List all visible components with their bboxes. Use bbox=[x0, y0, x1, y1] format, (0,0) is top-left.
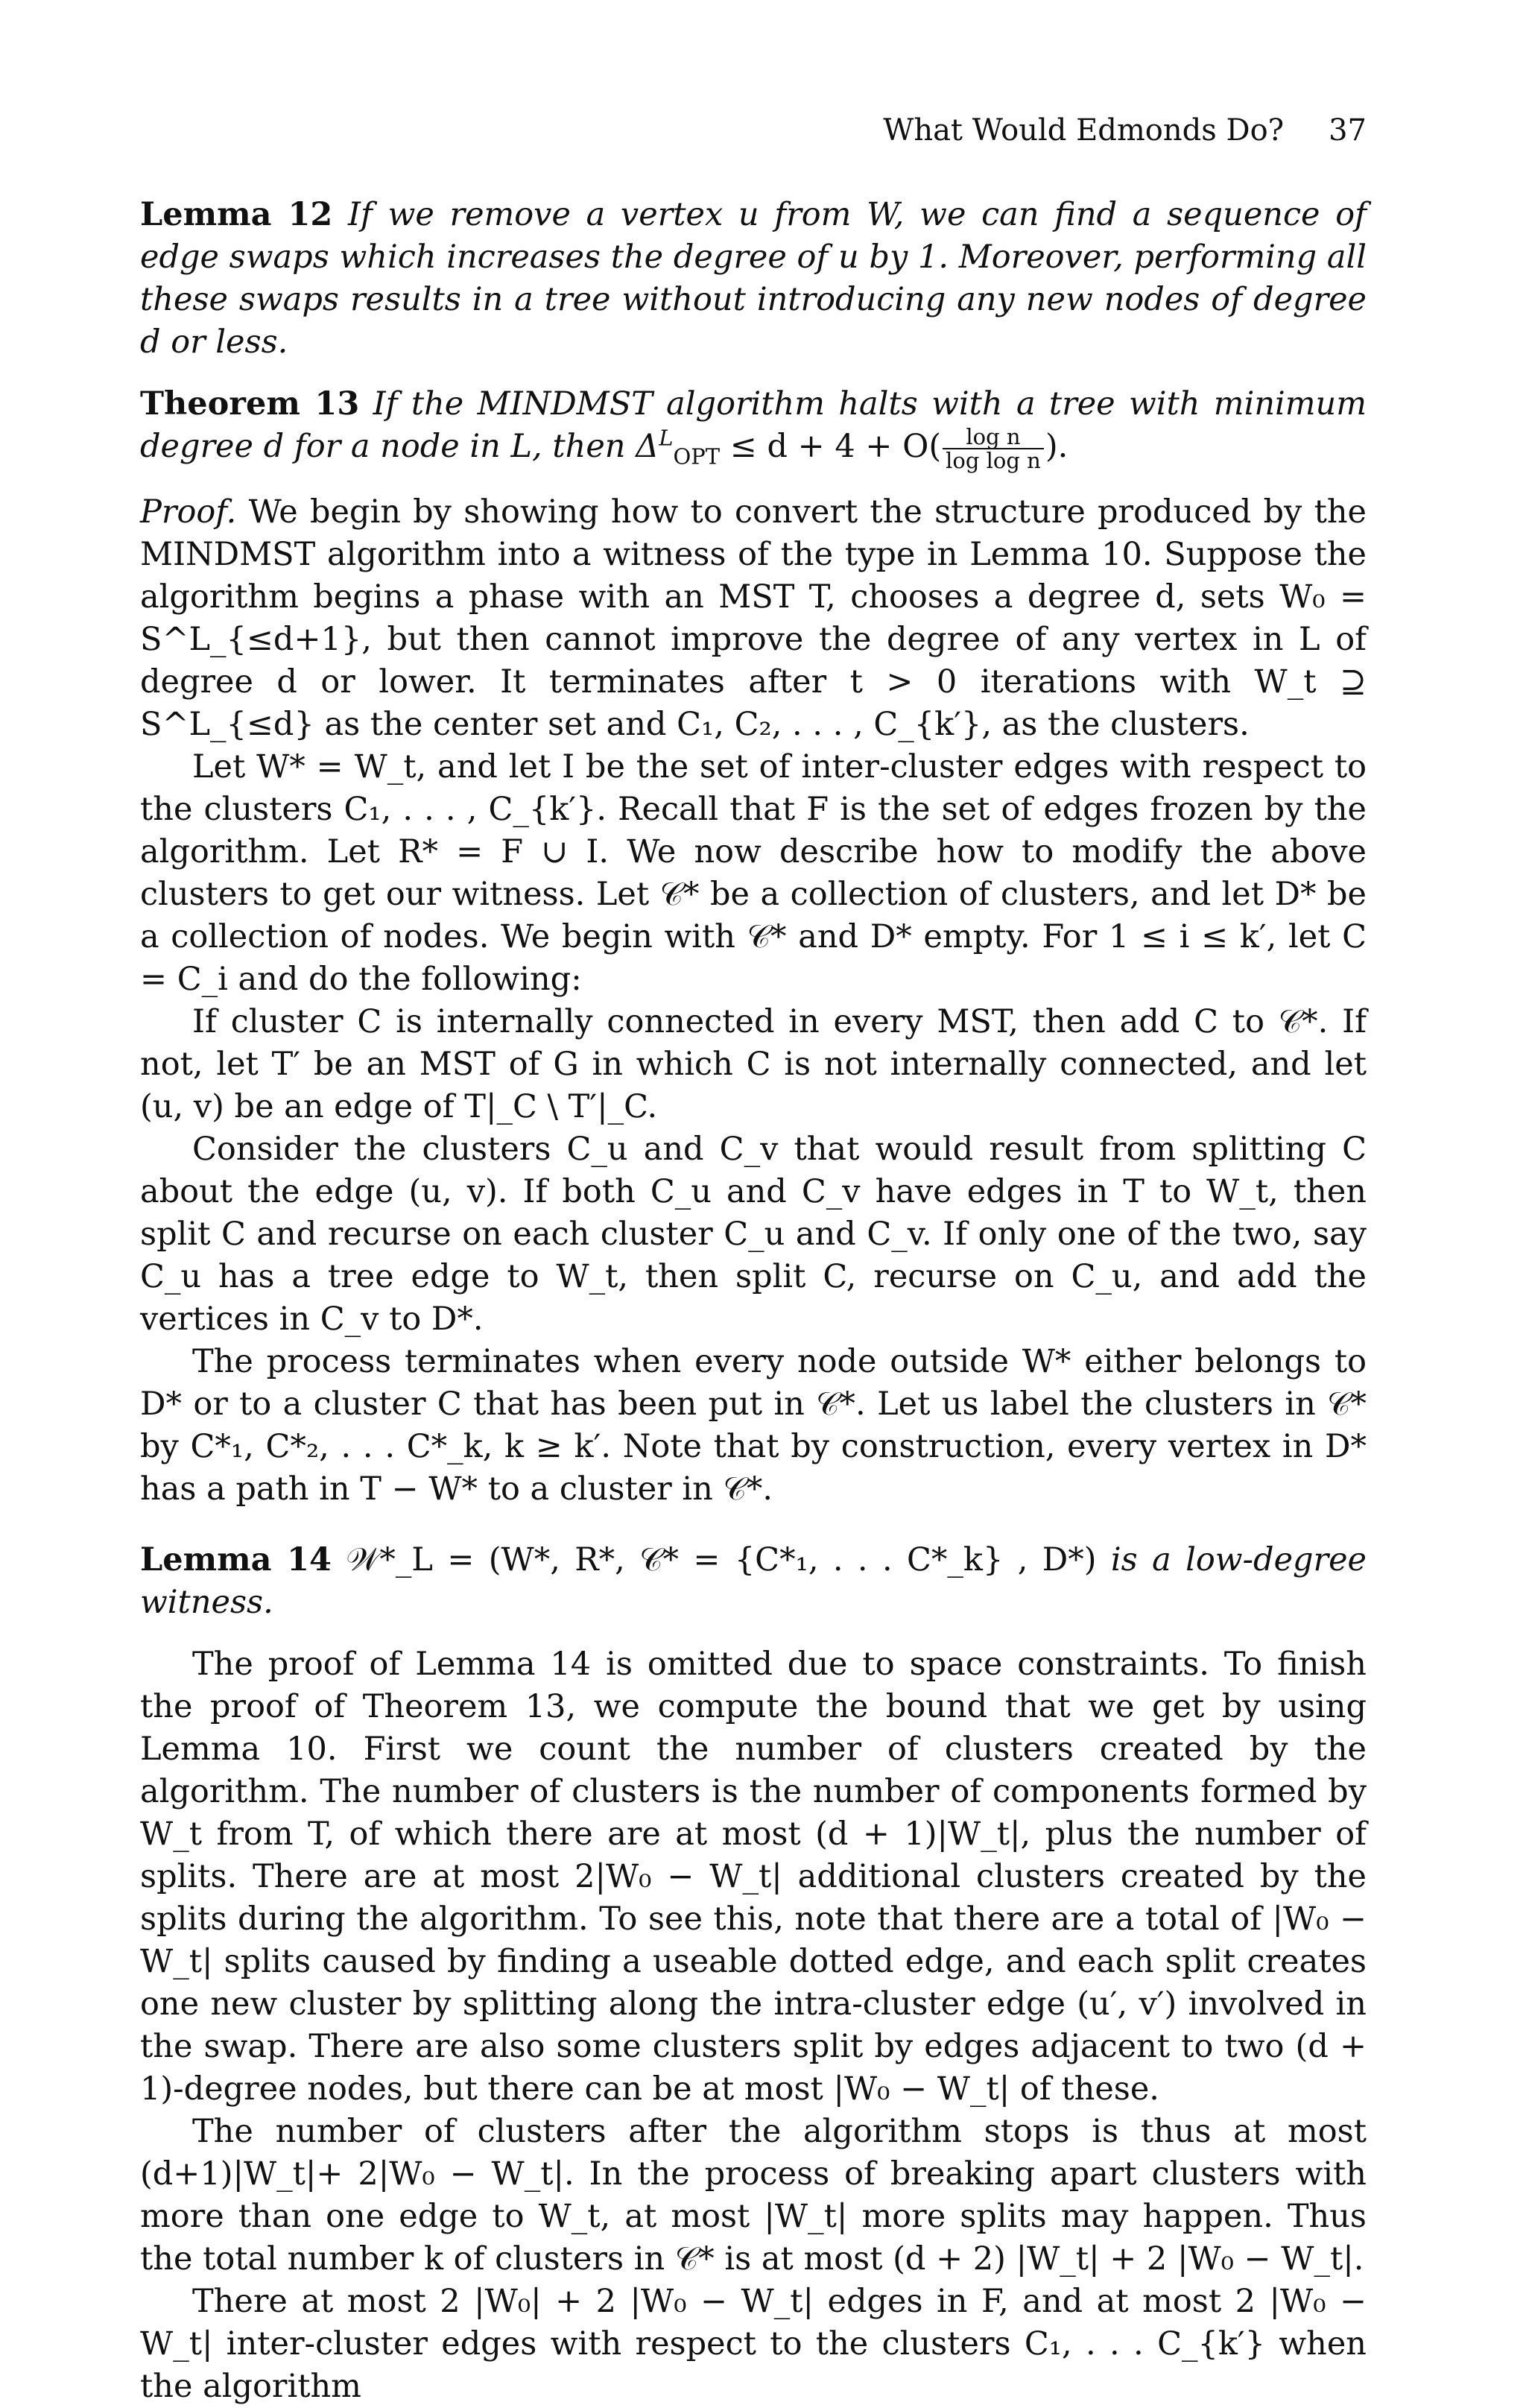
lemma-14-label: Lemma 14 bbox=[140, 1541, 332, 1579]
theorem-13-label: Theorem 13 bbox=[140, 385, 360, 423]
lemma-14-math: 𝒲*_L = (W*, R*, 𝒞* = {C*₁, . . . C*_k} , D*) bbox=[346, 1541, 1097, 1579]
proof-text-1: We begin by showing how to convert the structure produced by the MINDMST algorithm into a witness of the type in Lemma 10. Suppose the algorithm begins a phase with an MST T, chooses a degree d, sets W₀ = S^L_{≤d+1}, but then cannot improve the degree of any vertex in L of degree d or lower. It terminates after t > 0 iterations with W_t ⊇ S^L_{≤d} as the center set and C₁, C₂, . . . , C_{k′}, as the clusters. bbox=[140, 493, 1367, 743]
body-paragraph-3: There at most 2 |W₀| + 2 |W₀ − W_t| edges in F, and at most 2 |W₀ − W_t| inter-cluster edges with respect to the clusters C₁, . . . C_{k′} when the algorithm bbox=[140, 2283, 1367, 2405]
lemma-12 bbox=[140, 194, 1367, 364]
theorem-13 bbox=[140, 383, 1367, 472]
page-body bbox=[140, 104, 1367, 2408]
proof-label: Proof. bbox=[140, 493, 237, 531]
theorem-13-sup: L bbox=[659, 425, 674, 451]
lemma-14-text: is a low-degree witness. bbox=[140, 1541, 1367, 1621]
proof-paragraph-2: Let W* = W_t, and let I be the set of inter-cluster edges with respect to the clusters C₁, . . . , C_{k′}. Recall that F is the set of edges frozen by the algorithm. Let R* = F ∪ I. We now describe how to modify the above clusters to get our witness. Let 𝒞* be a collection of clusters, and let D* be a collection of nodes. We begin with 𝒞* and D* empty. For 1 ≤ i ≤ k′, let C = C_i and do the following: bbox=[140, 748, 1367, 998]
proof-paragraph-3: If cluster C is internally connected in every MST, then add C to 𝒞*. If not, let T′ be an MST of G in which C is not internally connected, and let (u, v) be an edge of T|_C \ T′|_C. bbox=[140, 1003, 1367, 1125]
theorem-13-statement-post: ). bbox=[1045, 428, 1068, 465]
proof-paragraph-5: The process terminates when every node outside W* either belongs to D* or to a cluster C that has been put in 𝒞*. Let us label the clusters in 𝒞* by C*₁, C*₂, . . . C*_k, k ≥ k′. Note that by construction, every vertex in D* has a path in T − W* to a cluster in 𝒞*. bbox=[140, 1343, 1367, 1508]
theorem-13-statement-pre: If the MINDMST algorithm halts with a tree with minimum degree d for a node in L, then Δ bbox=[140, 385, 1367, 465]
fraction-denominator: log log n bbox=[946, 448, 1041, 473]
lemma-14 bbox=[140, 1539, 1367, 1624]
proof-paragraph-4: Consider the clusters C_u and C_v that would result from splitting C about the edge (u, v). If both C_u and C_v have edges in T to W_t, then split C and recurse on each cluster C_u and C_v. If only one of the two, say C_u has a tree edge to W_t, then split C, recurse on C_u, and add the vertices in C_v to D*. bbox=[140, 1131, 1367, 1338]
body-paragraph-2: The number of clusters after the algorithm stops is thus at most (d+1)|W_t|+ 2|W₀ − W_t|. In the process of breaking apart clusters with more than one edge to W_t, at most |W_t| more splits may happen. Thus the total number k of clusters in 𝒞* is at most (d + 2) |W_t| + 2 |W₀ − W_t|. bbox=[140, 2113, 1367, 2278]
fraction-numerator: log n bbox=[943, 426, 1044, 449]
lemma-12-label: Lemma 12 bbox=[140, 196, 333, 233]
proof-paragraph-1 bbox=[140, 491, 1367, 746]
theorem-13-fraction bbox=[943, 426, 1044, 472]
running-title: What Would Edmonds Do? bbox=[883, 113, 1285, 148]
lemma-12-statement: If we remove a vertex u from W, we can find a sequence of edge swaps which increases the degree of u by 1. Moreover, performing all these swaps results in a tree without introducing any new nodes of degree d or less. bbox=[140, 196, 1367, 361]
body-paragraph-1: The proof of Lemma 14 is omitted due to space constraints. To finish the proof of Theorem 13, we compute the bound that we get by using Lemma 10. First we count the number of clusters created by the algorithm. The number of clusters is the number of components formed by W_t from T, of which there are at most (d + 1)|W_t|, plus the number of splits. There are at most 2|W₀ − W_t| additional clusters created by the splits during the algorithm. To see this, note that there are a total of |W₀ − W_t| splits caused by finding a useable dotted edge, and each split creates one new cluster by splitting along the intra-cluster edge (u′, v′) involved in the swap. There are also some clusters split by edges adjacent to two (d + 1)-degree nodes, but there can be at most |W₀ − W_t| of these. bbox=[140, 1646, 1367, 2108]
theorem-13-statement-mid: ≤ d + 4 + O( bbox=[720, 428, 942, 465]
page-number: 37 bbox=[1329, 113, 1367, 148]
theorem-13-sub: OPT bbox=[673, 443, 721, 470]
